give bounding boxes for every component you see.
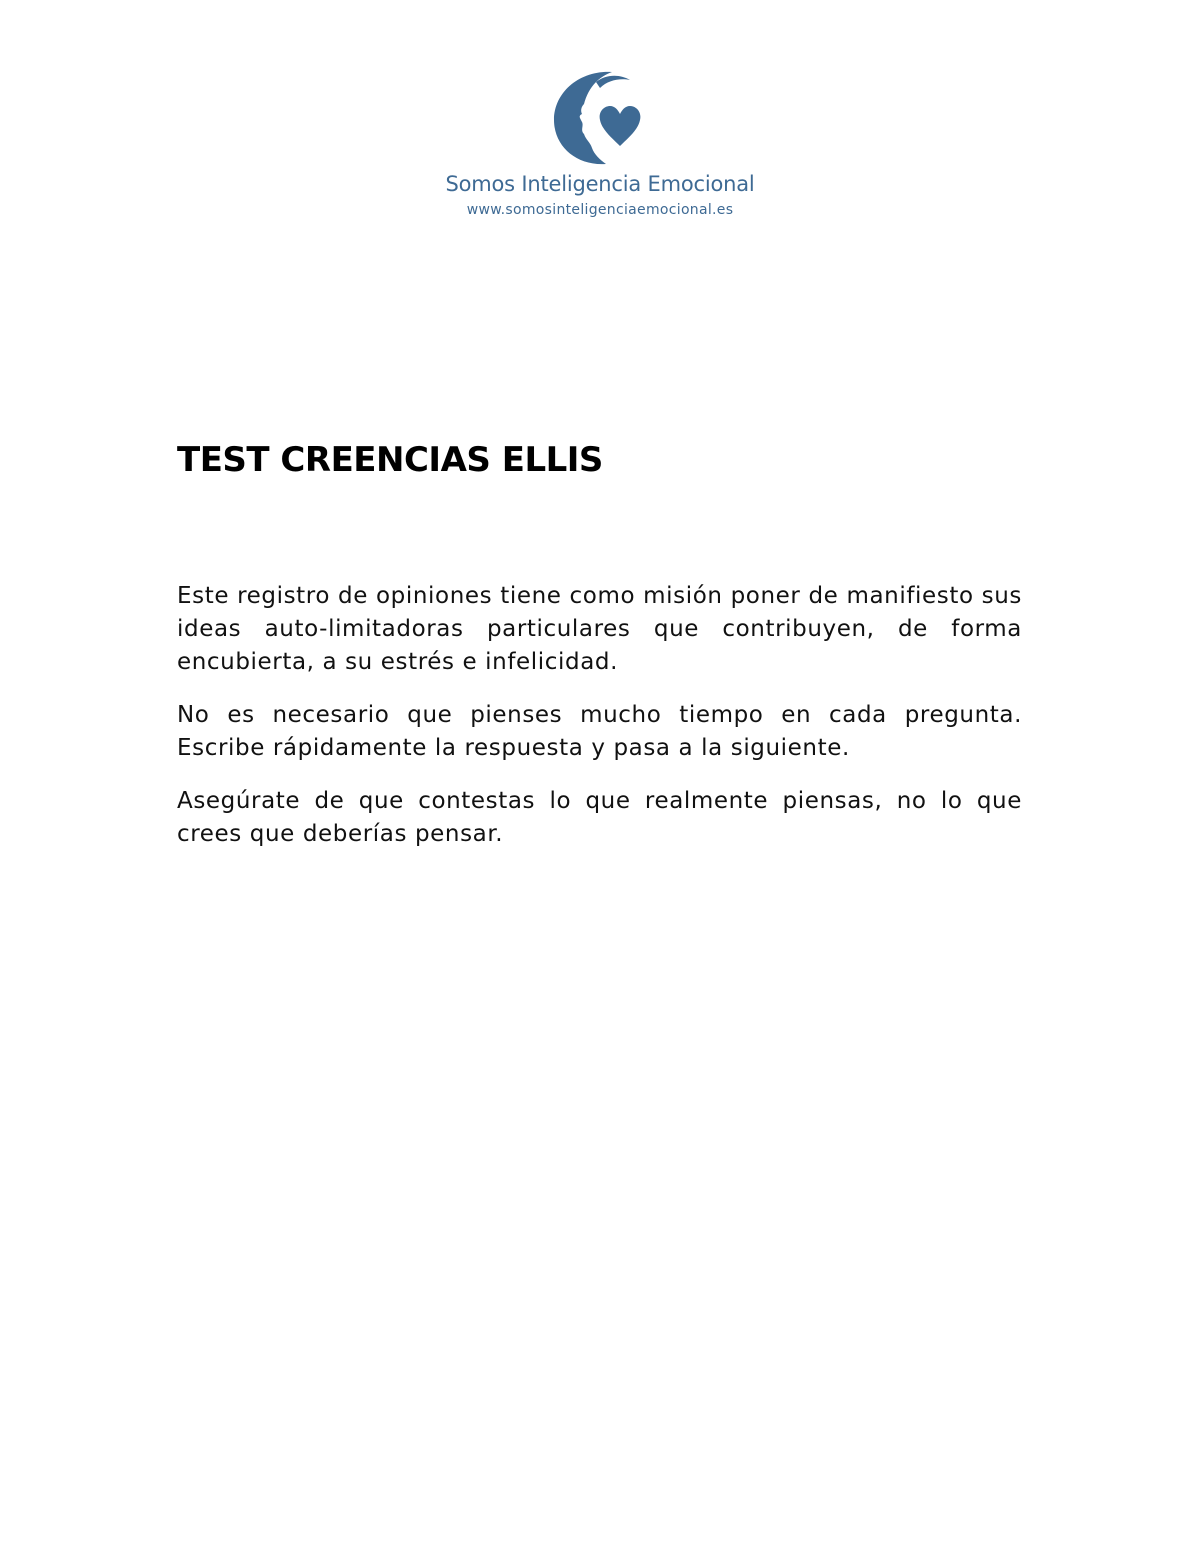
brand-name: Somos Inteligencia Emocional	[445, 172, 755, 196]
document-title: TEST CREENCIAS ELLIS	[177, 440, 603, 480]
intro-paragraph: Este registro de opiniones tiene como misión poner de manifiesto sus ideas auto-limitadoras particulares que contribuyen, de forma encubierta, a su estrés e infelicidad.	[177, 583, 1022, 675]
document-body	[177, 440, 1022, 871]
header-logo	[0, 68, 1200, 218]
instructions-paragraph: No es necesario que pienses mucho tiempo en cada pregunta. Escribe rápidamente la respuesta y pasa a la siguiente.	[177, 702, 1022, 761]
face-heart-logo-icon	[550, 68, 650, 168]
honesty-paragraph: Asegúrate de que contestas lo que realmente piensas, no lo que crees que deberías pensar.	[177, 788, 1022, 847]
brand-website: www.somosinteligenciaemocional.es	[466, 202, 734, 218]
